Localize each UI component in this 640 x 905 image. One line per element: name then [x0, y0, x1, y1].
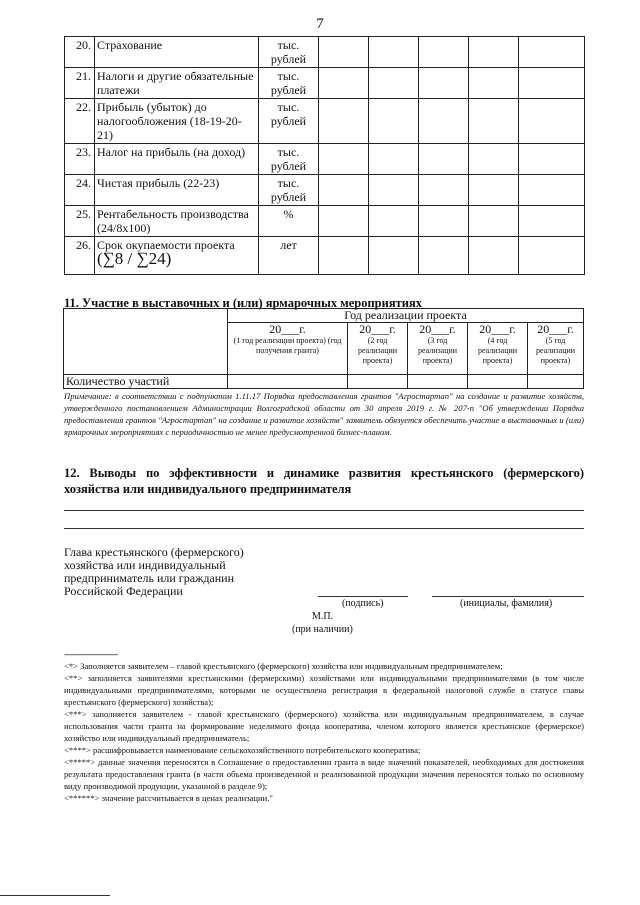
row-unit: %: [259, 206, 319, 237]
table-row: [65, 37, 585, 68]
payback-formula: (∑8 / ∑24): [97, 249, 172, 268]
value-cell[interactable]: [319, 37, 369, 68]
value-cell[interactable]: [319, 175, 369, 206]
signatory-line: Глава крестьянского (фермерского): [64, 545, 244, 559]
value-cell[interactable]: [519, 144, 585, 175]
value-cell[interactable]: [469, 37, 519, 68]
year-value: 20___г.: [359, 322, 396, 336]
name-label: (инициалы, фамилия): [460, 598, 553, 609]
value-cell[interactable]: [319, 206, 369, 237]
value-cell[interactable]: [419, 68, 469, 99]
value-cell[interactable]: [519, 37, 585, 68]
row-number: 20.: [65, 37, 95, 68]
year-column-header: [348, 323, 408, 375]
value-cell[interactable]: [419, 206, 469, 237]
participations-cell[interactable]: [408, 375, 468, 389]
row-unit: тыс. рублей: [259, 68, 319, 99]
year-column-header: [528, 323, 584, 375]
row-unit: тыс. рублей: [259, 175, 319, 206]
year-caption: (4 год реализации проекта): [477, 336, 518, 365]
value-cell[interactable]: [469, 175, 519, 206]
value-cell[interactable]: [469, 99, 519, 144]
row-name-text: Налоги и другие обязательные платежи: [97, 69, 254, 97]
participations-label: Количество участий: [64, 375, 228, 389]
row-number: 21.: [65, 68, 95, 99]
conclusion-line[interactable]: [64, 528, 584, 529]
signature-block: [64, 546, 244, 598]
value-cell[interactable]: [419, 144, 469, 175]
indicators-table: [64, 36, 585, 275]
value-cell[interactable]: [369, 175, 419, 206]
row-name: [95, 37, 259, 68]
value-cell[interactable]: [319, 144, 369, 175]
conclusion-line[interactable]: [64, 510, 584, 511]
value-cell[interactable]: [319, 68, 369, 99]
participations-cell[interactable]: [228, 375, 348, 389]
footnote-separator: --------------------------------: [64, 650, 118, 659]
value-cell[interactable]: [369, 237, 419, 275]
signatory-line: хозяйства или индивидуальный: [64, 558, 226, 572]
section-11-title: 11. Участие в выставочных и (или) ярмарочных мероприятиях: [64, 296, 422, 310]
value-cell[interactable]: [469, 206, 519, 237]
stamp-label: М.П.: [312, 611, 334, 622]
row-number: 24.: [65, 175, 95, 206]
signatory-line: предприниматель или гражданин: [64, 571, 235, 585]
table-row: [65, 237, 585, 275]
year-value: 20___г.: [479, 322, 516, 336]
year-header: Год реализации проекта: [228, 309, 584, 323]
page-bottom-rule: [0, 895, 110, 896]
value-cell[interactable]: [419, 237, 469, 275]
page-number: 7: [316, 16, 324, 32]
footnote: <*> Заполняется заявителем – главой крестьянского (фермерского) хозяйства или индивидуальным предпринимателем;: [64, 661, 503, 671]
row-name: [95, 68, 259, 99]
footnote: <**> заполняется заявителями крестьянскими (фермерскими) хозяйствами или индивидуальными предпринимателями (в том числе индивидуальными предпринимателями, которыми не осуществлена регистрация в федеральной налоговой службе в статусе главы крестьянского (фермерского) хозяйства);: [64, 673, 584, 707]
value-cell[interactable]: [319, 99, 369, 144]
table-row: [65, 206, 585, 237]
row-unit: тыс. рублей: [259, 37, 319, 68]
year-value: 20___г.: [537, 322, 574, 336]
table-row: [65, 144, 585, 175]
row-name-text: Чистая прибыль (22-23): [97, 176, 220, 190]
row-name-text: Прибыль (убыток) до налогообложения (18-19-20-21): [97, 100, 242, 142]
exhibitions-table: [63, 308, 584, 389]
signature-field[interactable]: [318, 596, 408, 597]
table-row: [65, 175, 585, 206]
row-name: [95, 237, 259, 275]
year-caption: (1 год реализации проекта) (год получения гранта): [233, 336, 342, 355]
year-column-header: [228, 323, 348, 375]
row-name-text: Страхование: [97, 38, 163, 52]
row-number: 23.: [65, 144, 95, 175]
participations-cell[interactable]: [528, 375, 584, 389]
row-name: [95, 144, 259, 175]
value-cell[interactable]: [419, 175, 469, 206]
footnote: <***> заполняется заявителем - главой крестьянского (фермерского) хозяйства или индивидуальным предпринимателем, в случае использования части гранта на формирование неделимого фонда кооператива, членом которого является крестьянское (фермерское) хозяйство или индивидуальный предприниматель;: [64, 709, 584, 743]
row-name-text: Срок окупаемости проекта: [97, 238, 235, 252]
participations-cell[interactable]: [468, 375, 528, 389]
participations-cell[interactable]: [348, 375, 408, 389]
year-caption: (3 год реализации проекта): [417, 336, 458, 365]
row-name-text: Налог на прибыль (на доход): [97, 145, 246, 159]
row-name: [95, 175, 259, 206]
signature-label: (подпись): [342, 598, 384, 609]
value-cell[interactable]: [369, 68, 419, 99]
value-cell[interactable]: [369, 144, 419, 175]
year-caption: (5 год реализации проекта): [535, 336, 576, 365]
stamp-note: (при наличии): [292, 624, 353, 635]
table-corner-cell: [64, 309, 228, 375]
row-name-text: Рентабельность производства (24/8х100): [97, 207, 249, 235]
table-row: [65, 99, 585, 144]
footnote: <*****> данные значения переносятся в Соглашение о предоставлении гранта в виде значений показателей, необходимых для достижения результата предоставления гранта (в части объема произведенной и реализованной продукции значения переносятся только по основному виду производимой продукции, указанной в разделе 9);: [64, 757, 584, 791]
row-unit: лет: [259, 237, 319, 275]
value-cell[interactable]: [469, 144, 519, 175]
value-cell[interactable]: [419, 37, 469, 68]
row-number: 26.: [65, 237, 95, 275]
value-cell[interactable]: [369, 206, 419, 237]
footnote: <******> значение рассчитывается в ценах реализации.": [64, 793, 273, 803]
row-name: [95, 99, 259, 144]
table-row: [65, 68, 585, 99]
value-cell[interactable]: [519, 175, 585, 206]
year-caption: (2 год реализации проекта): [357, 336, 398, 365]
year-value: 20___г.: [269, 322, 306, 336]
name-field[interactable]: [432, 596, 584, 597]
year-value: 20___г.: [419, 322, 456, 336]
value-cell[interactable]: [419, 99, 469, 144]
value-cell[interactable]: [519, 99, 585, 144]
row-unit: тыс. рублей: [259, 144, 319, 175]
value-cell[interactable]: [519, 237, 585, 275]
value-cell[interactable]: [369, 99, 419, 144]
row-number: 25.: [65, 206, 95, 237]
section-12-title: 12. Выводы по эффективности и динамике развития крестьянского (фермерского) хозяйства или индивидуального предпринимателя: [64, 466, 584, 496]
value-cell[interactable]: [519, 68, 585, 99]
signatory-line: Российской Федерации: [64, 584, 183, 598]
value-cell[interactable]: [369, 37, 419, 68]
row-name: [95, 206, 259, 237]
row-unit: тыс. рублей: [259, 99, 319, 144]
year-column-header: [408, 323, 468, 375]
value-cell[interactable]: [519, 206, 585, 237]
value-cell[interactable]: [469, 237, 519, 275]
row-number: 22.: [65, 99, 95, 144]
year-column-header: [468, 323, 528, 375]
value-cell[interactable]: [319, 237, 369, 275]
section-11-note: Примечание: в соответствии с подпунктом 1.11.17 Порядка предоставления грантов "Агростартап" на создание и развитие хозяйств, утвержденного постановлением Администрации Волгоградской области от 30 апреля 2019 г. № 207-п "Об утверждении Порядка предоставления грантов "Агростартап" на создание и развитие хозяйств" заявитель обязуется обеспечить участие в выставочных и (или) ярмарочных мероприятиях с периодичностью не менее предусмотренной бизнес-планом.: [64, 391, 584, 437]
footnote: <****> расшифровывается наименование сельскохозяйственного потребительского кооператива;: [64, 745, 421, 755]
value-cell[interactable]: [469, 68, 519, 99]
footnotes: [64, 660, 584, 804]
